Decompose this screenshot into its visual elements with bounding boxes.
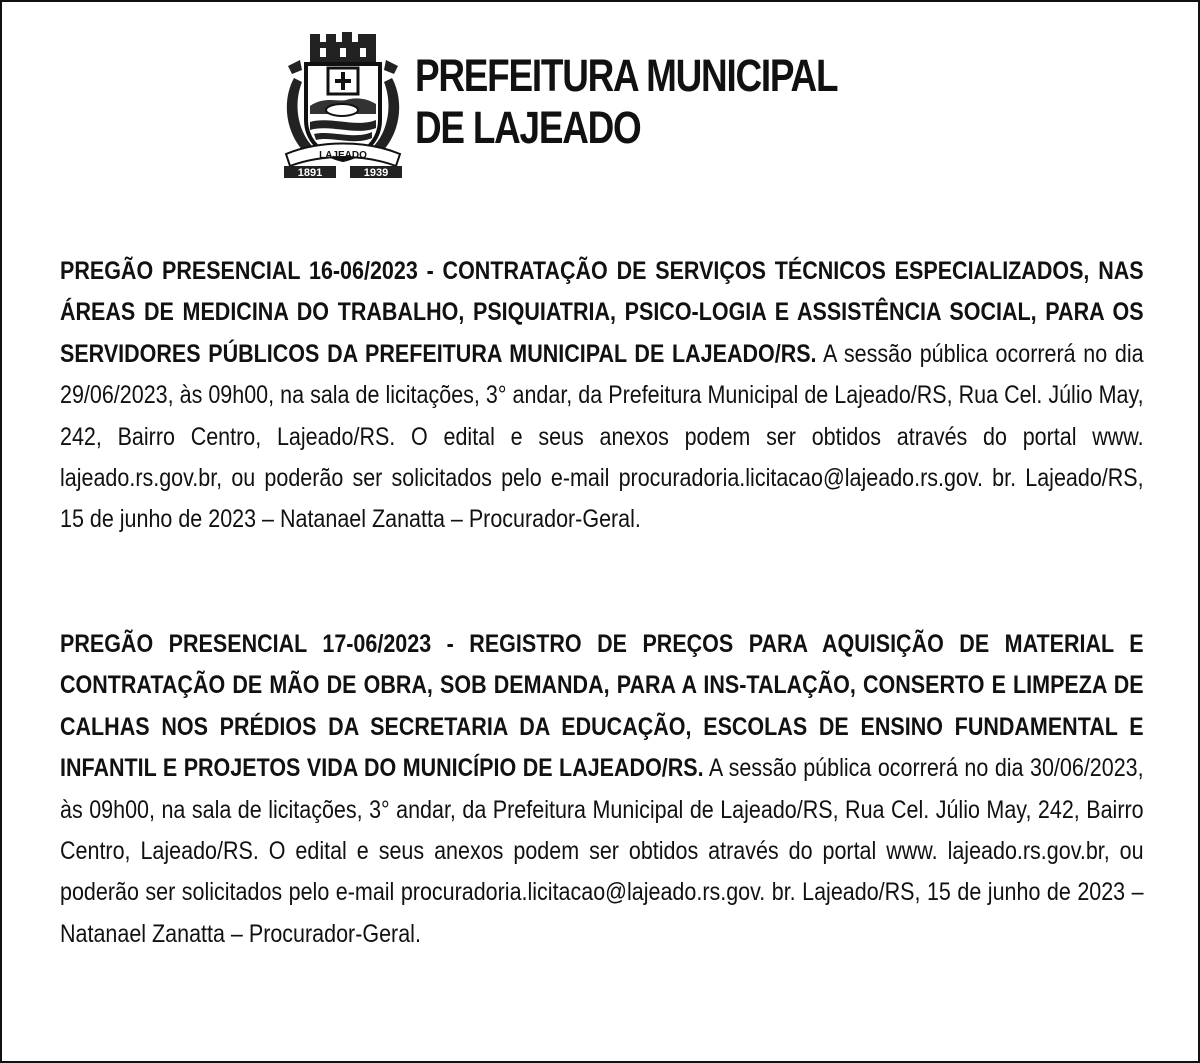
notice-body: A sessão pública ocorrerá no dia 30/06/2023, às 09h00, na sala de licitações, 3° andar, da Prefeitura Municipal de Lajeado/RS, Rua Cel. Júlio May, 242, Bairro Centro, Lajeado/RS. O edital e seus anexos podem ser obtidos através do portal www. lajeado.rs.gov.br, ou poderão ser solicitados pelo e-mail procuradoria.licitacao@lajeado.rs.gov. br. Lajeado/RS, 15 de junho de 2023 – Natanael Zanatta – Procurador-Geral. <box>60 754 1144 948</box>
notice-heading: PREGÃO PRESENCIAL 16-06/2023 - CONTRATAÇÃO DE SERVIÇOS TÉCNICOS ESPECIALIZADOS, NAS ÁREAS DE MEDICINA DO TRABALHO, PSIQUIATRIA, PSICO-LOGIA E ASSISTÊNCIA SOCIAL, PARA OS SERVIDORES PÚBLICOS DA PREFEITURA MUNICIPAL DE LAJEADO/RS. <box>60 257 1144 368</box>
page-title <box>415 50 837 154</box>
crest-year-right: 1939 <box>363 167 389 179</box>
notice-body: A sessão pública ocorrerá no dia 29/06/2023, às 09h00, na sala de licitações, 3° andar, da Prefeitura Municipal de Lajeado/RS, Rua Cel. Júlio May, 242, Bairro Centro, Lajeado/RS. O edital e seus anexos podem ser obtidos através do portal www. lajeado.rs.gov.br, ou poderão ser solicitados pelo e-mail procuradoria.licitacao@lajeado.rs.gov. br. Lajeado/RS, 15 de junho de 2023 – Natanael Zanatta – Procurador-Geral. <box>60 339 1144 534</box>
crest-ribbon-label: LAJEADO <box>319 150 367 161</box>
title-line-1: PREFEITURA MUNICIPAL <box>415 50 838 101</box>
notice-heading: PREGÃO PRESENCIAL 17-06/2023 - REGISTRO DE PREÇOS PARA AQUISIÇÃO DE MATERIAL E CONTRATAÇÃO DE MÃO DE OBRA, SOB DEMANDA, PARA A INS-TALAÇÃO, CONSERTO E LIMPEZA DE CALHAS NOS PRÉDIOS DA SECRETARIA DA EDUCAÇÃO, ESCOLAS DE ENSINO FUNDAMENTAL E INFANTIL E PROJETOS VIDA DO MUNICÍPIO DE LAJEADO/RS. <box>60 630 1144 783</box>
notice-pregao-16 <box>60 251 1144 541</box>
header <box>280 30 980 180</box>
municipal-crest-icon <box>280 30 406 180</box>
notice-pregao-17 <box>60 624 1144 955</box>
crest-year-left: 1891 <box>297 167 323 179</box>
title-line-2: DE LAJEADO <box>415 102 641 153</box>
